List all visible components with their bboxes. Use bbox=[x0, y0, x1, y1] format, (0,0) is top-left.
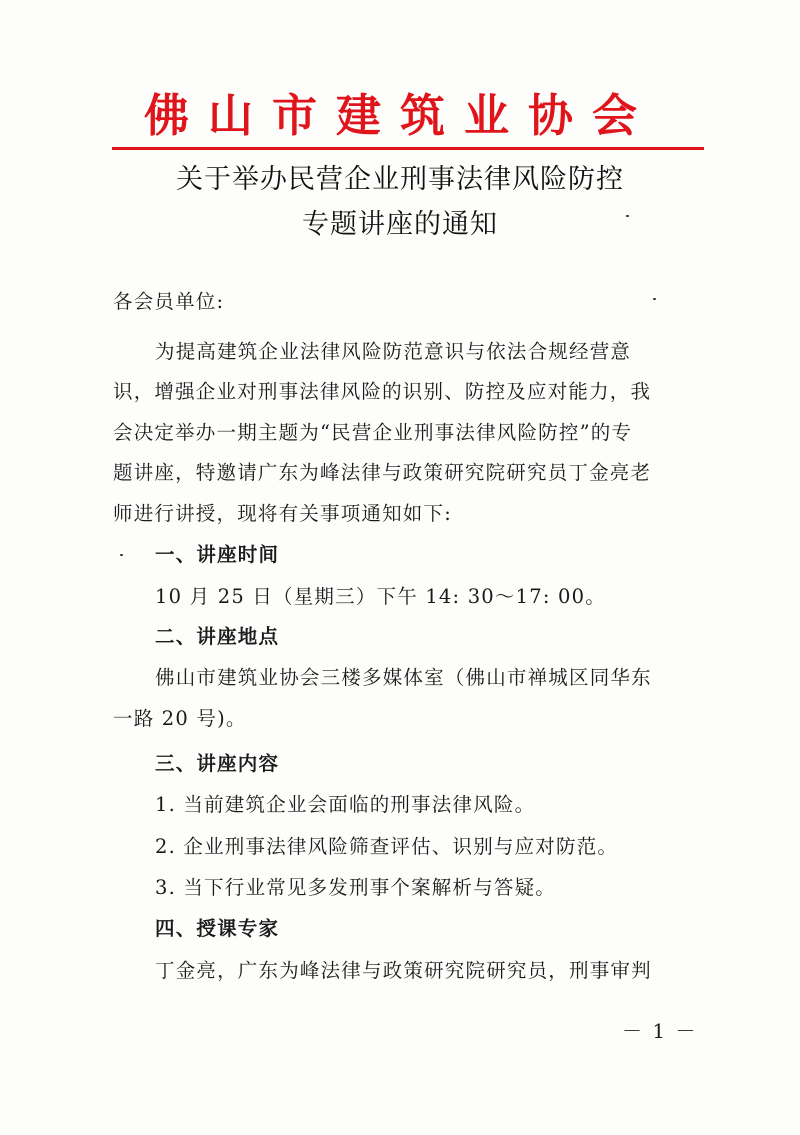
intro-line-2: 识，增强企业对刑事法律风险的识别、防控及应对能力，我 bbox=[113, 380, 652, 403]
lecture-location-line-1: 佛山市建筑业协会三楼多媒体室（佛山市禅城区同华东 bbox=[155, 666, 652, 689]
section-heading-location: 二、讲座地点 bbox=[155, 625, 280, 648]
section-heading-content: 三、讲座内容 bbox=[155, 752, 280, 775]
header-red-rule bbox=[112, 147, 704, 150]
lecture-location-line-2: 一路 20 号)。 bbox=[113, 707, 247, 730]
section-heading-expert: 四、授课专家 bbox=[155, 917, 280, 940]
intro-line-3: 会决定举办一期主题为“民营企业刑事法律风险防控”的专 bbox=[113, 421, 633, 444]
lecture-time: 10 月 25 日（星期三）下午 14: 30～17: 00。 bbox=[155, 585, 606, 608]
notice-title-line-2: 专题讲座的通知 bbox=[302, 209, 498, 240]
organization-header: 佛山市建筑业协会 bbox=[143, 89, 656, 142]
salutation: 各会员单位: bbox=[113, 290, 225, 313]
content-item-1: 1. 当前建筑企业会面临的刑事法律风险。 bbox=[155, 793, 536, 816]
intro-line-1: 为提高建筑企业法律风险防范意识与依法合规经营意 bbox=[155, 340, 632, 363]
scan-speck bbox=[626, 215, 629, 217]
notice-title-line-1: 关于举办民营企业刑事法律风险防控 bbox=[176, 164, 624, 195]
content-item-2: 2. 企业刑事法律风险筛查评估、识别与应对防范。 bbox=[155, 835, 619, 858]
content-item-3: 3. 当下行业常见多发刑事个案解析与答疑。 bbox=[155, 876, 557, 899]
section-heading-time: 一、讲座时间 bbox=[155, 543, 280, 566]
intro-line-5: 师进行讲授，现将有关事项通知如下: bbox=[113, 502, 452, 525]
scan-speck bbox=[120, 554, 123, 556]
intro-line-4: 题讲座，特邀请广东为峰法律与政策研究院研究员丁金亮老 bbox=[113, 461, 652, 484]
expert-intro: 丁金亮，广东为峰法律与政策研究院研究员，刑事审判 bbox=[155, 959, 652, 982]
page-number: － 1 － bbox=[622, 1019, 698, 1043]
scan-speck bbox=[653, 298, 656, 300]
